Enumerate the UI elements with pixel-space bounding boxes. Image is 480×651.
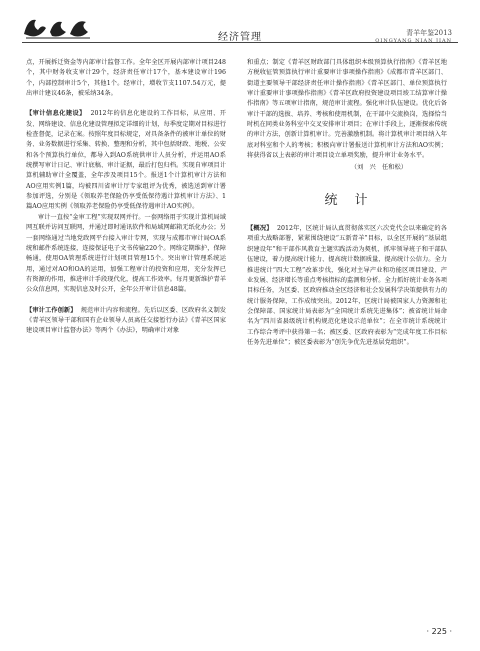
paragraph-audit-innovation bbox=[26, 306, 226, 337]
left-column bbox=[26, 58, 226, 337]
text-overview: 2012年，区统计局认真贯彻落实区六次党代会以来确定的各项重大战略部署，紧紧围绕建设“五新青羊”目标，以全区开展的“基层组织建设年”和干部作风教育主题实践活动为契机，抓牢领导班子和干部队伍建设，着力提高统计能力、提高统计数据质量，提高统计公信力。全力推进统计“四大工程”改革步伐，强化对主导产业和功能区项目建设、产业发展、经济增长等重点考核指标的监测和分析。全力抓好统计业务各项目标任务，为区委、区政府推动全区经济和社会发展科学决策提供有力的统计服务保障，工作成绩突出。2012年，区统计局被国家人力资源和社会保障部、国家统计局表彰为“全国统计系统先进集体”；被省统计局命名为“四川省县级统计机构规范化建设示范单位”；在全市统计系统统计工作综合考评中获得第一名；被区委、区政府表彰为“完成年度工作目标任务先进单位”；被区委表彰为“创先争优先进基层党组织”。 bbox=[247, 225, 448, 346]
author-signature: （刘 兴 任和松） bbox=[350, 164, 407, 172]
tag-audit-innovation: 【审计工作创新】 bbox=[26, 306, 77, 314]
text-it-construction: 2012年的信息化建设的工作目标，从应用、开发、网络建设、信息化建设管理拟定详细的计划，每季度定期对目标进行检查督促，记录在案。按照年度目标规定，对具备条件的被审计单位的财务、业务数据进行采集、转换、整理和分析，其中包括财政、地税、公安和各个预算执行单位，都导入到AO系统供审计人员分析，并运用AO系统撰写审计日记、审计底稿、审计证据，最后打包归档。实现自审项目计算机辅助审计全覆盖，全年涉及项目15个。报送1个计算机审计方法和AO应用实例1篇，均被四川省审计厅专家组评为优秀，被选送到审计署参加评选，分别是《领取养老保险仍享受低保待遇计算机审计方法》、1篇AO应用实例《领取养老保险仍享受低保待遇审计AO实例》。 bbox=[26, 110, 227, 211]
yearbook-title-en: QINGYANG NIAN JIAN bbox=[375, 38, 452, 44]
paragraph-golden-audit: 审计一直按“金审工程”实现双网并行。一套网络用于实现计算机局域网互联并访问互联网，并通过即时通讯软件和局域网邮箱无纸化办公；另一套网络通过当地党政网平台接入审计专网，实现与成都市审计局OA系统和邮件系统连接，连接保证电子文书传输220个。网络定期维护，保障畅通，使用OA管理系统进行计划项目管理15个。突出审计管理系统运用，通过对AO和OA的运用，加强工程审计的投资和应用，充分发挥已有资源的作用，推进审计手段现代化，提高工作效率。每月更新维护青羊公众信息网，实现信息及时公开，全年公开审计信息48篇。 bbox=[26, 213, 226, 294]
paragraph-it-construction bbox=[26, 109, 226, 212]
section-heading-statistics: 统 计 bbox=[324, 192, 370, 208]
paragraph-audit-summary: 点，开展拆迁资金等内部审计监督工作。全年全区开展内部审计项目248个，其中财务收支审计29个，经济责任审计17个，基本建设审计196个，内部控制审计5个，其他1个。经审计，增收节支1107.54万元，提出审计建议46条，被采纳34条。 bbox=[26, 59, 226, 98]
right-column bbox=[247, 58, 447, 348]
page-number: · 225 · bbox=[426, 627, 452, 636]
paragraph-guidelines: 和重点；制定《青羊区财政部门具体组织本级预算执行指南》《青羊区地方税收征管预算执行审计重要审计事项操作指南》《成都市青羊区部门、街道主要领导干部经济责任审计操作指南》《青羊区部门、单位预算执行审计重要审计事项操作指南》《青羊区政府投资建设项目竣工结算审计操作指南》等五项审计指南，规范审计流程。强化审计队伍建设。优化后备审计干部的选拔、培养、考核和使用机制，在干部中交流换岗，选择恰当时机在同类业务科室中交叉安排审计项目；在审计手段上，逐渐探索传统的审计方法，创新计算机审计。完善激励机制。将计算机审计项目纳入年底对科室和个人的考核；积极向审计署报送计算机审计方法和AO实例；将获得省以上表彰的审计项目设立单项奖励，提升审计业务水平。 bbox=[247, 59, 447, 160]
paragraph-statistics-overview bbox=[247, 224, 447, 348]
header-divider bbox=[22, 42, 458, 43]
tag-it-construction: 【审计信息化建设】 bbox=[26, 110, 86, 118]
section-title: 经济管理 bbox=[218, 32, 262, 43]
page-header bbox=[0, 0, 480, 44]
text-audit-innovation: 规范审计内容和流程。先后以区委、区政府名义制发《青羊区领导干部和国有企业领导人员离任交接暂行办法》《青羊区国家建设项目审计监督办法》等两个《办法》，明确审计对象 bbox=[26, 306, 227, 335]
yearbook-title-cn: 青羊年鉴2013 bbox=[406, 29, 452, 37]
tag-overview: 【概况】 bbox=[247, 225, 273, 233]
